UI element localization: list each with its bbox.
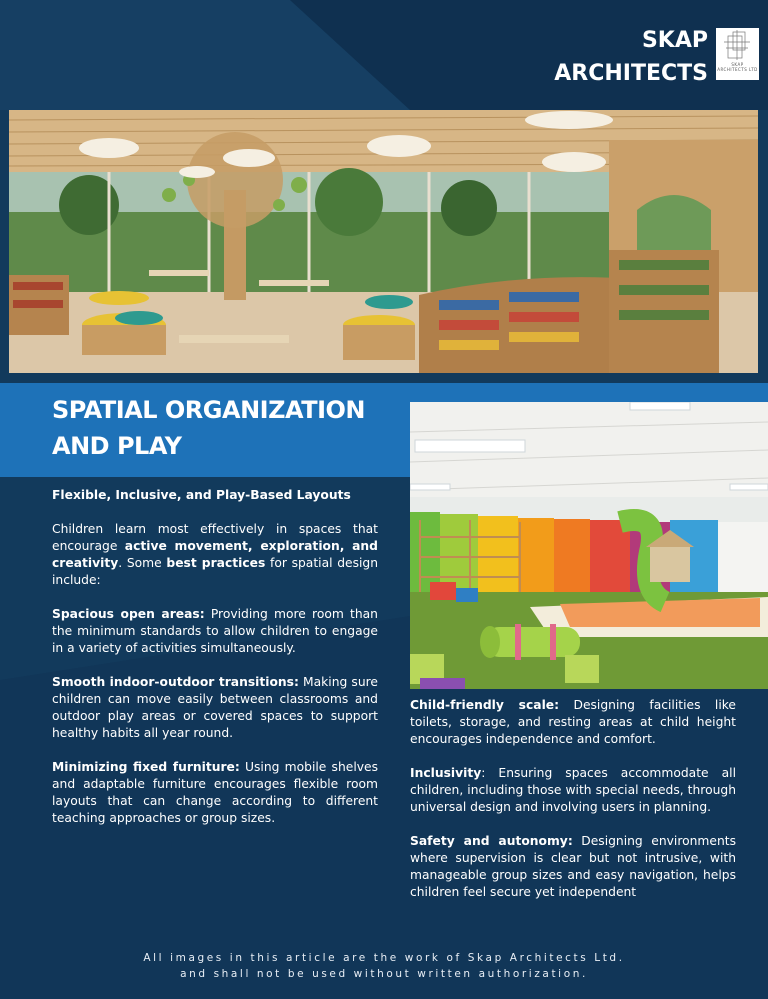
section-title-line-1: SPATIAL ORGANIZATION xyxy=(52,396,365,424)
title-band-extension xyxy=(410,383,768,402)
intro-bold-2: best practices xyxy=(166,556,266,570)
intro-text-3: for spatial design include: xyxy=(52,556,378,587)
footer-line-2: and shall not be used without written authorization. xyxy=(180,968,588,980)
left-column xyxy=(52,487,378,844)
company-logo xyxy=(716,28,759,80)
right-column xyxy=(410,697,736,918)
practice-label: Smooth indoor-outdoor transitions: xyxy=(52,675,299,689)
logo-text: SKAP ARCHITECTS LTD xyxy=(717,62,758,72)
brand-name xyxy=(554,24,708,90)
hero-library-image xyxy=(9,110,758,373)
practice-item xyxy=(410,697,736,748)
practice-item xyxy=(410,765,736,816)
copyright-footer xyxy=(0,950,768,982)
practice-label: Safety and autonomy: xyxy=(410,834,573,848)
section-title xyxy=(52,392,402,464)
brand-line-2: ARCHITECTS xyxy=(554,61,708,86)
practice-label: Inclusivity xyxy=(410,766,482,780)
intro-bold-1: active movement, exploration, and creativity xyxy=(52,539,378,570)
playroom-image xyxy=(410,402,768,689)
practice-text: Making sure children can move easily between classrooms and outdoor play areas or covered spaces to support healthy habits all year round. xyxy=(52,675,378,740)
practice-label: Spacious open areas: xyxy=(52,607,205,621)
practice-text: Using mobile shelves and adaptable furniture encourages flexible room layouts that can change according to different teaching approaches or group sizes. xyxy=(52,760,378,825)
section-title-line-2: AND PLAY xyxy=(52,432,182,460)
logo-mark-icon xyxy=(716,28,759,66)
brand-line-1: SKAP xyxy=(641,28,708,53)
practice-text: Designing facilities like toilets, storage, and resting areas at child height encourages independence and comfort. xyxy=(410,698,736,746)
practice-text: : Ensuring spaces accommodate all children, including those with special needs, through universal design and involving users in planning. xyxy=(410,766,736,814)
practice-label: Child-friendly scale: xyxy=(410,698,560,712)
practice-item xyxy=(52,674,378,742)
intro-text-1: Children learn most effectively in spaces that encourage xyxy=(52,522,378,553)
practice-item xyxy=(410,833,736,901)
footer-line-1: All images in this article are the work of Skap Architects Ltd. xyxy=(143,952,625,964)
practice-label: Minimizing fixed furniture: xyxy=(52,760,240,774)
intro-paragraph xyxy=(52,521,378,589)
practice-item xyxy=(52,606,378,657)
intro-text-2: . Some xyxy=(118,556,167,570)
practice-text: Designing environments where supervision is clear but not intrusive, with manageable group sizes and easy navigation, helps children feel secure yet independent xyxy=(410,834,736,899)
practice-item xyxy=(52,759,378,827)
practice-text: Providing more room than the minimum standards to allow children to engage in a variety of activities simultaneously. xyxy=(52,607,378,655)
subheading: Flexible, Inclusive, and Play-Based Layouts xyxy=(52,488,351,502)
